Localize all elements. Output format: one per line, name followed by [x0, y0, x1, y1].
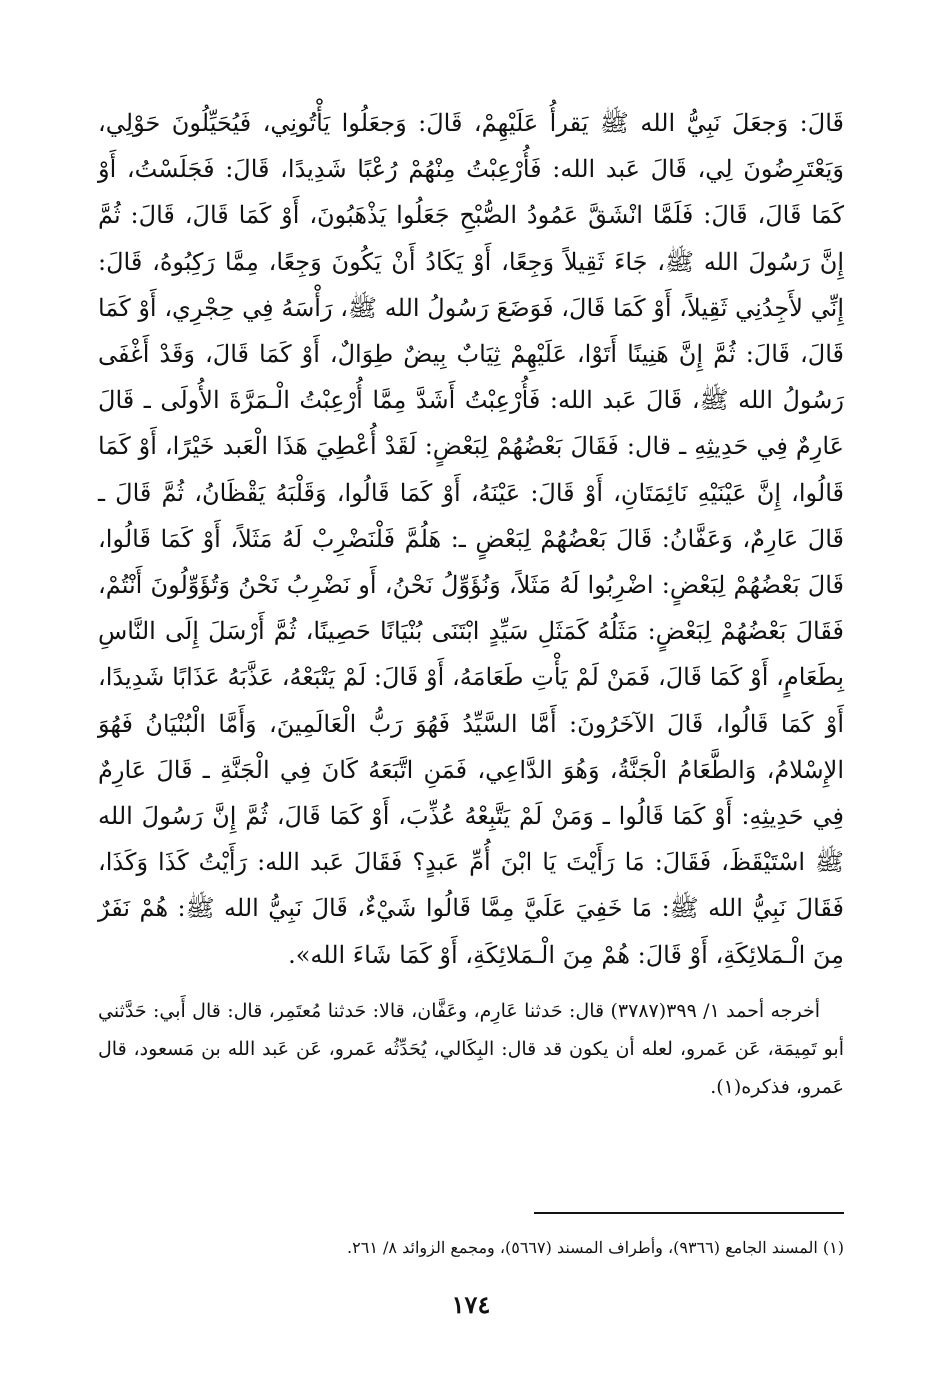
page-number: ١٧٤: [451, 1290, 491, 1319]
page-content: [98, 100, 844, 1106]
hadith-text: قَالَ: وَجعَلَ نَبِيُّ الله ﷺ يَقرأُ عَلَيْهِمْ، قَالَ: وَجعَلُوا يَأْتُونِي، فَيُحَيِّلُونَ حَوْلِي، وَيَعْتَرِضُونَ لِي، قَالَ عَبد الله: فَأُرْعِبْتُ مِنْهُمْ رُعْبًا شَدِيدًا، قَالَ: فَجَلَسْتُ، أَوْ كَمَا قَالَ، قَالَ: فَلَمَّا انْشَقَّ عَمُودُ الصُّبْحِ جَعَلُوا يَذْهَبُونَ، أَوْ كَمَا قَالَ، قَالَ: ثُمَّ إِنَّ رَسُولَ الله ﷺ، جَاءَ ثَقِيلاً وَجِعًا، أَوْ يَكَادُ أَنْ يَكُونَ وَجِعًا، مِمَّا رَكِبُوهُ، قَالَ: إِنِّي لأَجِدُنِي ثَقِيلاً، أَوْ كَمَا قَالَ، فَوَضَعَ رَسُولُ الله ﷺ، رَأْسَهُ فِي حِجْرِي، أَوْ كَمَا قَالَ، قَالَ: ثُمَّ إِنَّ هَنِينًا أَتَوْا، عَلَيْهِمْ ثِيَابٌ بِيضٌ طِوَالٌ، أَوْ كَمَا قَالَ، وَقَدْ أَغْفَى رَسُولُ الله ﷺ، قَالَ عَبد الله: فَأُرْعِبْتُ أَشَدَّ مِمَّا أُرْعِبْتُ الْـمَرَّةَ الأُولَى ـ قَالَ عَارِمٌ فِي حَدِيثِهِ ـ قال: فَقَالَ بَعْضُهُمْ لِبَعْضٍ: لَقَدْ أُعْطِيَ هَذَا الْعَبد خَيْرًا، أَوْ كَمَا قَالُوا، إِنَّ عَيْنَيْهِ نَائِمَتَانِ، أَوْ قَالَ: عَيْنَهُ، أَوْ كَمَا قَالُوا، وَقَلْبَهُ يَقْظَانُ، ثُمَّ قَالَ ـ قَالَ عَارِمٌ، وَعَفَّانُ: قَالَ بَعْضُهُمْ لِبَعْضٍ ـ: هَلُمَّ فَلْنَضْرِبْ لَهُ مَثَلاً، أَوْ كَمَا قَالُوا، قَالَ بَعْضُهُمْ لِبَعْضٍ: اضْرِبُوا لَهُ مَثَلاً، وَنُؤَوِّلُ نَحْنُ، أَو نَضْرِبُ نَحْنُ وَتُؤَوِّلُونَ أَنْتُمْ، فَقَالَ بَعْضُهُمْ لِبَعْضٍ: مَثَلُهُ كَمَثَلِ سَيِّدٍ ابْتَنَى بُنْيَانًا حَصِينًا، ثُمَّ أَرْسَلَ إِلَى النَّاسِ بِطَعَامٍ، أَوْ كَمَا قَالَ، فَمَنْ لَمْ يَأْتِ طَعَامَهُ، أَوْ قَالَ: لَمْ يَتْبَعْهُ، عَذَّبَهُ عَذَابًا شَدِيدًا، أَوْ كَمَا قَالُوا، قَالَ الآخَرُونَ: أَمَّا السَّيِّدُ فَهُوَ رَبُّ الْعَالَمِينَ، وَأَمَّا الْبُنْيَانُ فَهُوَ الإِسْلامُ، وَالطَّعَامُ الْجَنَّةُ، وَهُوَ الدَّاعِي، فَمَنِ اتَّبَعَهُ كَانَ فِي الْجَنَّةِ ـ قَالَ عَارِمٌ فِي حَدِيثِهِ: أَوْ كَمَا قَالُوا ـ وَمَنْ لَمْ يَتَّبِعْهُ عُذِّبَ، أَوْ كَمَا قَالَ، ثُمَّ إِنَّ رَسُولَ الله ﷺ اسْتَيْقَظَ، فَقَالَ: مَا رَأَيْتَ يَا ابْنَ أُمِّ عَبدٍ؟ فَقَالَ عَبد الله: رَأَيْتُ كَذَا وَكَذَا، فَقَالَ نَبِيُّ الله ﷺ: مَا خَفِيَ عَلَيَّ مِمَّا قَالُوا شَيْءٌ، قَالَ نَبِيُّ الله ﷺ: هُمْ نَفَرٌ مِنَ الْـمَلائِكَةِ، أَوْ قَالَ: هُمْ مِنَ الْـمَلائِكَةِ، أَوْ كَمَا شَاءَ الله».: [98, 109, 845, 969]
footnote: (١) المسند الجامع (٩٣٦٦)، وأطراف المسند (٥٦٦٧)، ومجمع الزوائد ٨/ ٢٦١.: [347, 1238, 844, 1257]
footnote-divider: [534, 1212, 844, 1214]
source-citation: أخرجه أحمد ١/ ٣٩٩(٣٧٨٧) قال: حَدثنا عَارِم، وعَفَّان، قالا: حَدثنا مُعتَمِر، قال: قال أَبي: حَدَّثني أبو تَمِيمَة، عَن عَمرو، لعله أن يكون قد قال: البِكَالي، يُحَدِّثُه عَمرو، عَن عَبد الله بن مَسعود، قال عَمرو، فذكره(١).: [98, 999, 844, 1098]
